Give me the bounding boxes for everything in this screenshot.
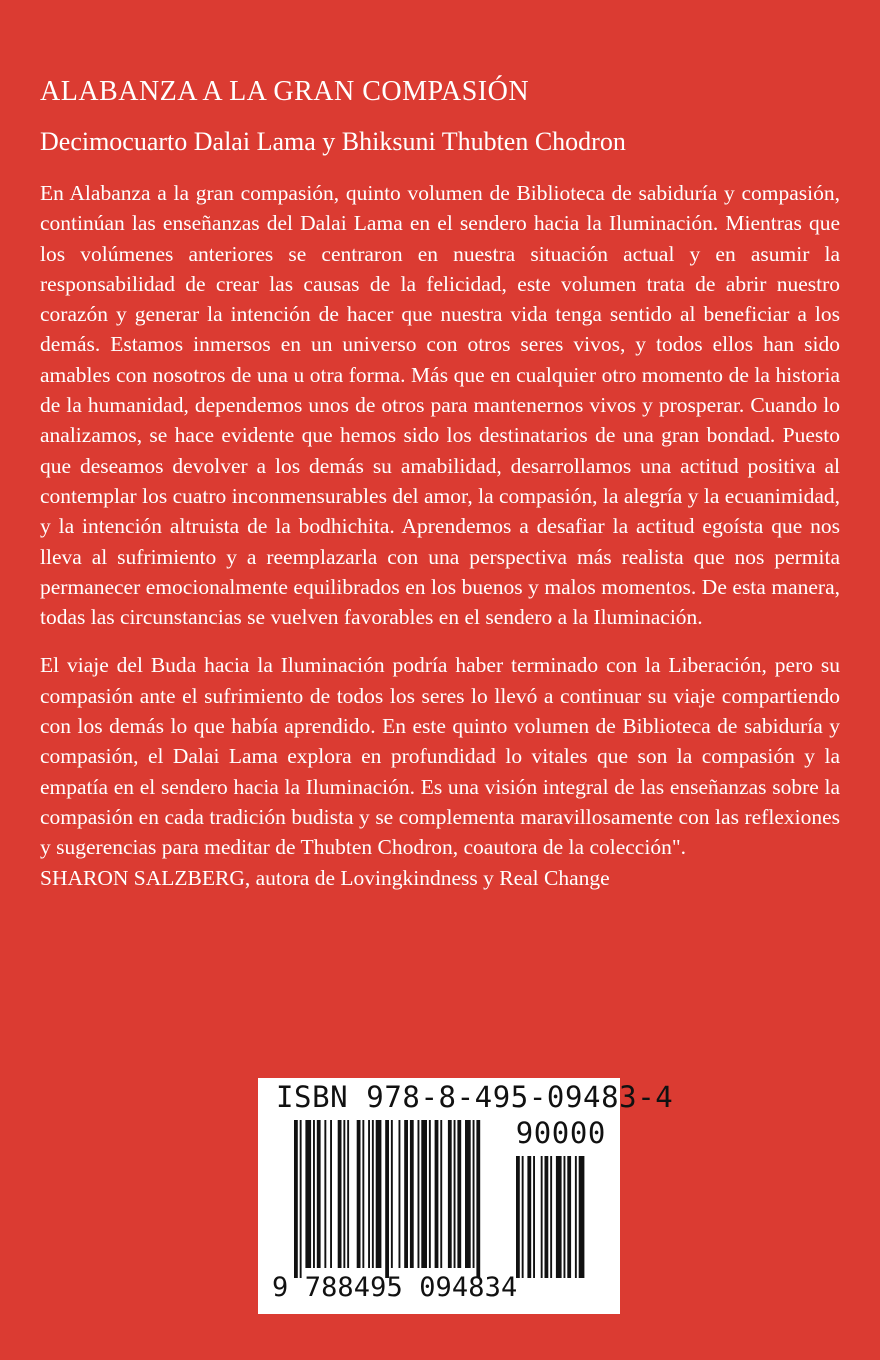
addon-bar — [527, 1156, 531, 1278]
barcode-bar — [313, 1120, 315, 1268]
barcode-bar — [372, 1120, 374, 1268]
barcode-bar — [294, 1120, 298, 1278]
barcode-bar — [376, 1120, 382, 1268]
barcode-bar — [476, 1120, 480, 1278]
barcode-bar — [410, 1120, 414, 1268]
barcode-bar — [357, 1120, 361, 1268]
barcode-bar — [465, 1120, 471, 1268]
synopsis-paragraph-2: El viaje del Buda hacia la Iluminación podría haber terminado con la Liberación, pero su compasión ante el sufrimiento de todos los seres lo llevó a continuar su viaje compartiendo con los demás lo que había aprendido. En este quinto volumen de Biblioteca de sabiduría y compasión, el Dalai Lama explora en profundidad lo vitales que son la compasión y la empatía en el sendero hacia la Iluminación. Es una visión integral de las enseñanzas sobre la compasión en cada tradición budista y se complementa maravillosamente con las reflexiones y sugerencias para meditar de Thubten Chodron, coautora de la colección". — [40, 653, 840, 860]
barcode-bar — [435, 1120, 439, 1268]
barcode-bar — [385, 1120, 389, 1278]
addon-bar — [575, 1156, 577, 1278]
barcode-bar — [448, 1120, 452, 1268]
addon-bar — [556, 1156, 562, 1278]
addon-bar — [567, 1156, 571, 1278]
barcode-bar — [330, 1120, 332, 1268]
isbn-barcode — [258, 1078, 674, 1314]
barcode-bar — [300, 1120, 302, 1278]
addon-bar — [541, 1156, 543, 1278]
barcode-bar — [368, 1120, 370, 1268]
barcode-bar — [324, 1120, 326, 1268]
barcode-bar — [317, 1120, 321, 1268]
barcode-bar — [473, 1120, 475, 1268]
price-addon-code: 90000 — [515, 1116, 606, 1150]
isbn-label: ISBN 978-8-495-09483-4 — [276, 1080, 674, 1114]
addon-bar — [522, 1156, 524, 1278]
addon-bar — [564, 1156, 566, 1278]
addon-bar — [550, 1156, 552, 1278]
synopsis — [40, 178, 840, 893]
addon-bar — [545, 1156, 549, 1278]
synopsis-paragraph-1: En Alabanza a la gran compasión, quinto volumen de Biblioteca de sabiduría y compasión, continúan las enseñanzas del Dalai Lama en el sendero hacia la Iluminación. Mientras que los volúmenes anteriores se centraron en nuestra situación actual y en asumir la responsabilidad de crear las causas de la felicidad, este volumen trata de abrir nuestro corazón y generar la intención de hacer que nuestra vida tenga sentido al beneficiar a los demás. Estamos inmersos en un universo con otros seres vivos, y todos ellos han sido amables con nosotros de una u otra forma. Más que en cualquier otro momento de la historia de la humanidad, dependemos unos de otros para mantenernos vivos y prosperar. Cuando lo analizamos, se hace evidente que hemos sido los destinatarios de una gran bondad. Puesto que deseamos devolver a los demás su amabilidad, desarrollamos una actitud positiva al contemplar los cuatro inconmensurables del amor, la compasión, la alegría y la ecuanimidad, y la intención altruista de la bodhichita. Aprendemos a desafiar la actitud egoísta que nos lleva al sufrimiento y a reemplazarla con una perspectiva más realista que nos permita permanecer emocionalmente equilibrados en los buenos y malos momentos. De esta manera, todas las circunstancias se vuelven favorables en el sendero a la Iluminación. — [40, 181, 840, 630]
book-title: ALABANZA A LA GRAN COMPASIÓN — [40, 76, 530, 107]
book-authors: Decimocuarto Dalai Lama y Bhiksuni Thubten Chodron — [40, 127, 626, 156]
barcode-bar — [305, 1120, 311, 1268]
barcode-bar — [418, 1120, 420, 1268]
endorsement-credit: SHARON SALZBERG, autora de Lovingkindness y Real Change — [40, 865, 610, 890]
addon-bar — [533, 1156, 535, 1278]
barcode-bar — [347, 1120, 349, 1268]
barcode-bar — [362, 1120, 364, 1268]
barcode-bar — [404, 1120, 408, 1268]
barcode-bar — [429, 1120, 431, 1268]
barcode-digits: 9 788495 094834 — [272, 1272, 518, 1303]
barcode-bar — [454, 1120, 456, 1268]
barcode-bar — [338, 1120, 342, 1268]
barcode-bar — [399, 1120, 401, 1268]
barcode-bar — [440, 1120, 442, 1268]
barcode-bar — [457, 1120, 461, 1268]
barcode-bar — [421, 1120, 427, 1268]
addon-bar — [579, 1156, 585, 1278]
barcode-bar — [343, 1120, 345, 1268]
addon-bar — [516, 1156, 520, 1278]
barcode-bar — [391, 1120, 393, 1268]
